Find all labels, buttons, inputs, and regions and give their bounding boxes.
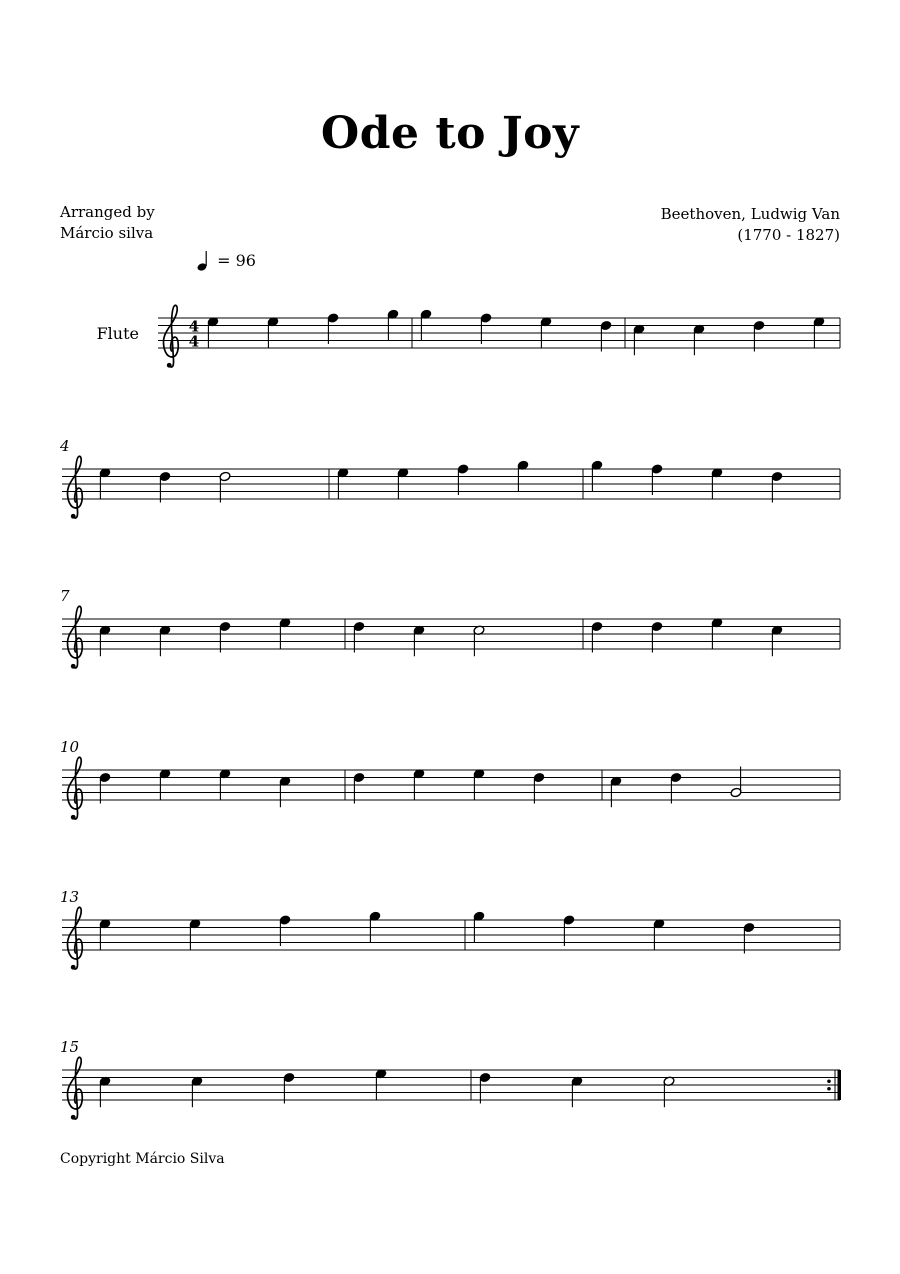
quarter-note bbox=[651, 464, 663, 495]
quarter-note bbox=[413, 625, 425, 656]
instrument-label: Flute bbox=[96, 324, 139, 343]
quarter-note bbox=[99, 467, 111, 498]
quarter-note bbox=[267, 316, 279, 347]
quarter-note bbox=[517, 460, 529, 491]
treble-clef-icon bbox=[68, 757, 83, 819]
quarter-note bbox=[533, 772, 545, 803]
quarter-note bbox=[369, 911, 381, 942]
quarter-note bbox=[99, 625, 111, 656]
half-note bbox=[663, 1076, 675, 1107]
quarter-note bbox=[693, 324, 705, 355]
quarter-note bbox=[283, 1072, 295, 1103]
quarter-note bbox=[327, 313, 339, 344]
quarter-note bbox=[353, 772, 365, 803]
quarter-note bbox=[771, 625, 783, 656]
quarter-note bbox=[743, 922, 755, 953]
quarter-note bbox=[753, 320, 765, 351]
final-barline bbox=[838, 1070, 842, 1100]
measure-number: 4 bbox=[60, 437, 70, 455]
quarter-note bbox=[670, 772, 682, 803]
quarter-note bbox=[99, 1076, 111, 1107]
quarter-note bbox=[473, 911, 485, 942]
quarter-note bbox=[651, 621, 663, 652]
composer-name: Beethoven, Ludwig Van bbox=[660, 205, 840, 223]
quarter-note bbox=[189, 918, 201, 949]
quarter-note bbox=[711, 467, 723, 498]
repeat-dot bbox=[827, 1087, 831, 1091]
measure-number: 10 bbox=[60, 738, 80, 756]
half-note bbox=[473, 625, 485, 656]
quarter-note bbox=[479, 1072, 491, 1103]
quarter-note bbox=[279, 915, 291, 946]
treble-clef-icon bbox=[68, 907, 83, 969]
quarter-note bbox=[279, 776, 291, 807]
quarter-note bbox=[159, 768, 171, 799]
page-title: Ode to Joy bbox=[320, 108, 580, 159]
repeat-dot bbox=[827, 1079, 831, 1083]
quarter-note bbox=[353, 621, 365, 652]
quarter-note bbox=[279, 617, 291, 648]
treble-clef-icon bbox=[164, 305, 179, 367]
quarter-note bbox=[397, 467, 409, 498]
quarter-note bbox=[159, 625, 171, 656]
arranger-label: Arranged by bbox=[60, 203, 155, 221]
time-signature-bottom: 4 bbox=[188, 332, 200, 351]
quarter-note bbox=[420, 309, 432, 340]
quarter-note bbox=[375, 1068, 387, 1099]
quarter-note bbox=[219, 621, 231, 652]
quarter-note bbox=[653, 918, 665, 949]
quarter-note bbox=[591, 621, 603, 652]
measure-number: 13 bbox=[60, 888, 80, 906]
composer-dates: (1770 - 1827) bbox=[737, 226, 840, 244]
quarter-note bbox=[99, 918, 111, 949]
quarter-note bbox=[563, 915, 575, 946]
half-note bbox=[730, 767, 742, 798]
staff-system bbox=[62, 619, 840, 649]
staff-system bbox=[62, 770, 840, 800]
treble-clef-icon bbox=[68, 456, 83, 518]
staff-system bbox=[158, 318, 840, 348]
quarter-note bbox=[387, 309, 399, 340]
quarter-note bbox=[207, 316, 219, 347]
quarter-note bbox=[591, 460, 603, 491]
quarter-note bbox=[571, 1076, 583, 1107]
quarter-note bbox=[600, 320, 612, 351]
quarter-note bbox=[219, 768, 231, 799]
quarter-note bbox=[711, 617, 723, 648]
quarter-note bbox=[191, 1076, 203, 1107]
staff-system bbox=[62, 920, 840, 950]
quarter-note bbox=[771, 471, 783, 502]
measure-number: 15 bbox=[60, 1038, 80, 1056]
quarter-note bbox=[413, 768, 425, 799]
quarter-note bbox=[473, 768, 485, 799]
quarter-note bbox=[337, 467, 349, 498]
quarter-note bbox=[633, 324, 645, 355]
treble-clef-icon bbox=[68, 1057, 83, 1119]
quarter-note bbox=[99, 772, 111, 803]
arranger-name: Márcio silva bbox=[60, 224, 154, 242]
staff-system bbox=[62, 1070, 840, 1100]
quarter-note bbox=[813, 316, 825, 347]
quarter-note bbox=[457, 464, 469, 495]
copyright-notice: Copyright Márcio Silva bbox=[60, 1151, 225, 1167]
quarter-note bbox=[610, 776, 622, 807]
treble-clef-icon bbox=[68, 606, 83, 668]
measure-number: 7 bbox=[60, 587, 70, 605]
quarter-note bbox=[540, 316, 552, 347]
quarter-note bbox=[480, 313, 492, 344]
tempo-value: = 96 bbox=[217, 251, 256, 270]
time-signature-top: 4 bbox=[188, 317, 200, 336]
half-note bbox=[219, 471, 231, 502]
staff-system bbox=[62, 469, 840, 499]
quarter-note bbox=[159, 471, 171, 502]
